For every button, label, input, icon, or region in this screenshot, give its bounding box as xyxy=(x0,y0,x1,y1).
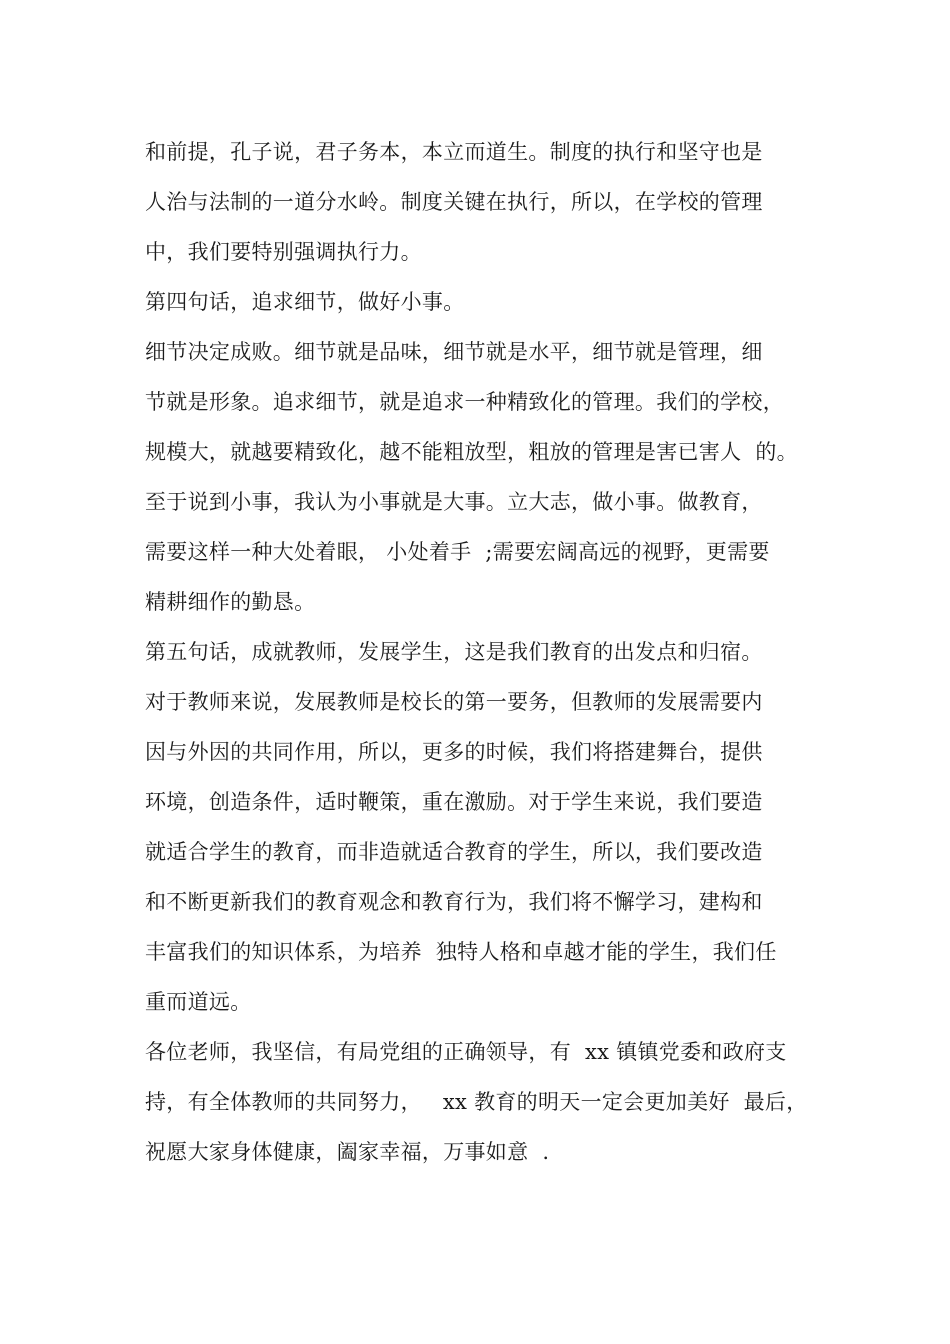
text-line: 细节决定成败。细节就是品味，细节就是水平，细节就是管理，细 xyxy=(145,340,763,364)
text-line: 就适合学生的教育，而非造就适合教育的学生，所以，我们要改造 xyxy=(145,840,763,864)
document-body xyxy=(145,130,835,1180)
text-line: 丰富我们的知识体系，为培养 独特人格和卓越才能的学生，我们任 xyxy=(145,940,777,964)
text-line: 精耕细作的勤恳。 xyxy=(145,590,316,614)
text-line: 环境，创造条件，适时鞭策，重在激励。对于学生来说，我们要造 xyxy=(145,790,763,814)
text-line: 因与外因的共同作用，所以，更多的时候，我们将搭建舞台，提供 xyxy=(145,740,763,764)
text-line: 需要这样一种大处着眼， 小处着手 ;需要宏阔高远的视野，更需要 xyxy=(145,540,770,564)
text-line: 和不断更新我们的教育观念和教育行为，我们将不懈学习，建构和 xyxy=(145,890,763,914)
text-line: 对于教师来说，发展教师是校长的第一要务，但教师的发展需要内 xyxy=(145,690,763,714)
text-line: 祝愿大家身体健康，阖家幸福，万事如意 . xyxy=(145,1140,550,1164)
text-line: 中，我们要特别强调执行力。 xyxy=(145,240,422,264)
text-line: 各位老师，我坚信，有局党组的正确领导，有 xx 镇镇党委和政府支 xyxy=(145,1040,787,1064)
text-line: 和前提，孔子说，君子务本，本立而道生。制度的执行和坚守也是 xyxy=(145,140,763,164)
text-line: 至于说到小事，我认为小事就是大事。立大志，做小事。做教育， xyxy=(145,490,763,514)
text-line: 持，有全体教师的共同努力， xx 教育的明天一定会更加美好 最后， xyxy=(145,1090,808,1114)
text-line: 重而道远。 xyxy=(145,990,252,1014)
text-line: 第五句话，成就教师，发展学生，这是我们教育的出发点和归宿。 xyxy=(145,640,763,664)
text-line: 第四句话，追求细节，做好小事。 xyxy=(145,290,465,314)
text-line: 节就是形象。追求细节，就是追求一种精致化的管理。我们的学校， xyxy=(145,390,784,414)
text-line: 规模大，就越要精致化，越不能粗放型，粗放的管理是害已害人 的。 xyxy=(145,440,798,464)
text-line: 人治与法制的一道分水岭。制度关键在执行，所以，在学校的管理 xyxy=(145,190,763,214)
